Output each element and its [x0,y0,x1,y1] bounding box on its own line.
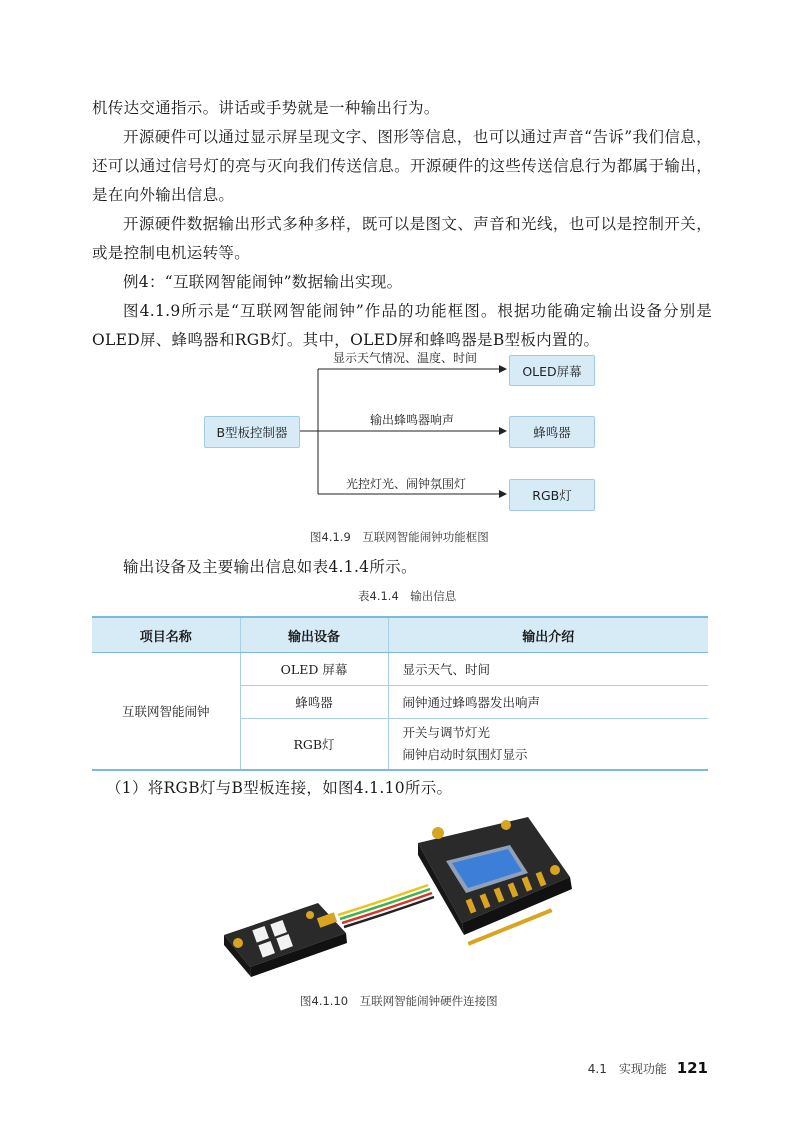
box-rgb-light: RGB灯 [509,479,595,511]
figure-caption-photo: 图4.1.10 互联网智能闹钟硬件连接图 [300,994,498,1008]
output-info-table [92,616,708,771]
b-board-image [418,817,572,946]
cell-intro-line: 开关与调节灯光 [402,725,491,740]
table-caption: 表4.1.4 输出信息 [358,589,457,603]
paragraph-output-forms: 开源硬件数据输出形式多种多样，既可以是图文、声音和光线，也可以是控制开关，或是控制电机运转等。 [92,215,712,262]
page-footer [588,1059,708,1077]
header-output-device: 输出设备 [240,617,388,653]
header-output-intro: 输出介绍 [388,617,708,653]
rgb-module-image [224,903,347,977]
cell-device: OLED 屏幕 [240,653,388,686]
footer-section: 4.1 实现功能 [587,1062,667,1076]
cell-device: 蜂鸣器 [240,686,388,719]
paragraph-table-intro: 输出设备及主要输出信息如表4.1.4所示。 [123,558,417,576]
cell-device: RGB灯 [240,719,388,771]
cell-intro-line: 闹钟启动时氛围灯显示 [402,747,528,762]
box-oled-screen: OLED屏幕 [509,355,595,386]
edge-label-oled: 显示天气情况、温度、时间 [333,351,478,365]
table-header-row [92,617,708,653]
function-block-diagram [200,345,600,520]
figure-caption-diagram: 图4.1.9 互联网智能闹钟功能框图 [310,530,489,544]
table-row [92,653,708,686]
cell-project: 互联网智能闹钟 [92,653,240,771]
paragraph-diagram-intro: 图4.1.9所示是“互联网智能闹钟”作品的功能框图。根据功能确定输出设备分别是OLED屏、蜂鸣器和RGB灯。其中，OLED屏和蜂鸣器是B型板内置的。 [92,302,712,349]
edge-label-buzzer: 输出蜂鸣器响声 [370,413,455,427]
header-project-name: 项目名称 [92,617,240,653]
cell-intro: 显示天气、时间 [388,653,708,686]
hardware-connection-photo [210,815,590,985]
edge-label-rgb: 光控灯光、闹钟氛围灯 [346,477,467,491]
box-buzzer: 蜂鸣器 [509,416,595,448]
paragraph-output-ways: 开源硬件可以通过显示屏呈现文字、图形等信息，也可以通过声音“告诉”我们信息，还可以通过信号灯的亮与灭向我们传送信息。开源硬件的这些传送信息行为都属于输出，是在向外输出信息。 [92,128,712,204]
paragraph-example-title: 例4：“互联网智能闹钟”数据输出实现。 [123,273,403,291]
cell-intro [388,719,708,771]
page-number: 121 [676,1059,708,1077]
box-b-board-controller: B型板控制器 [204,416,300,448]
connecting-wires [338,885,434,927]
paragraph-step-1: （1）将RGB灯与B型板连接，如图4.1.10所示。 [106,779,453,797]
cell-intro: 闹钟通过蜂鸣器发出响声 [388,686,708,719]
paragraph-continuation: 机传达交通指示。讲话或手势就是一种输出行为。 [92,99,440,117]
